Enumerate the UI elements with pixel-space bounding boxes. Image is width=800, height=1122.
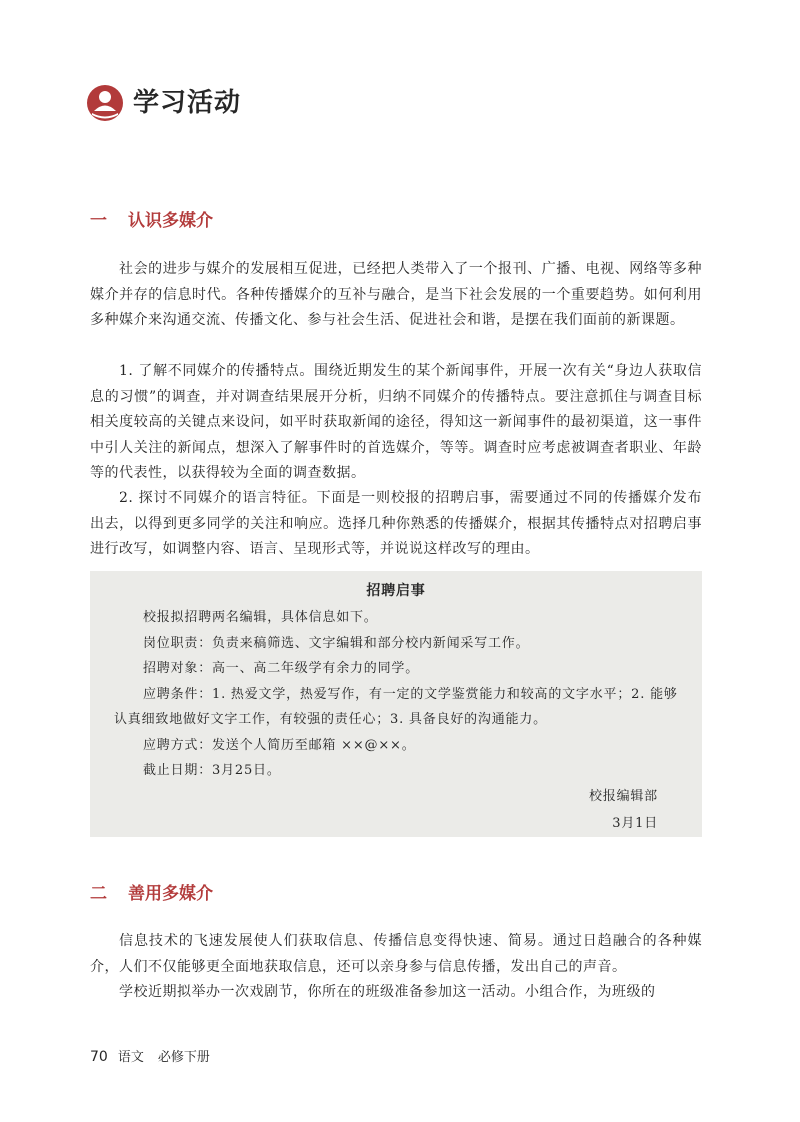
section-number: 一 [90,211,107,231]
notice-date: 3月1日 [612,816,658,831]
notice-line: 校报拟招聘两名编辑，具体信息如下。 [143,610,378,625]
section-heading-2 [90,879,213,904]
section2-paragraph: 学校近期拟举办一次戏剧节，你所在的班级准备参加这一活动。小组合作，为班级的 [119,984,656,1000]
recruitment-notice-box [90,571,702,837]
section-heading-1 [90,206,213,231]
notice-title: 招聘启事 [366,583,426,599]
task-2-paragraph: 2. 探讨不同媒介的语言特征。下面是一则校报的招聘启事，需要通过不同的传播媒介发布出去，以得到更多同学的关注和响应。选择几种你熟悉的传播媒介，根据其传播特点对招聘启事进行改写，如调整内容、语言、呈现形式等，并说说这样改写的理由。 [90,490,702,557]
section-number: 二 [90,884,107,904]
activity-person-icon [86,84,124,122]
notice-line: 招聘对象：高一、高二年级学有余力的同学。 [143,661,420,676]
notice-line: 应聘方式：发送个人简历至邮箱 ××@××。 [143,737,416,753]
footer-volume: 必修下册 [157,1050,210,1065]
footer-subject: 语文 [117,1050,144,1065]
page-number: 70 [90,1049,108,1065]
notice-line: 截止日期：3月25日。 [143,763,281,778]
notice-line: 岗位职责：负责来稿筛选、文字编辑和部分校内新闻采写工作。 [143,635,530,651]
section2-paragraph: 信息技术的飞速发展使人们获取信息、传播信息变得快速、简易。通过日趋融合的各种媒介，人们不仅能够更全面地获取信息，还可以亲身参与信息传播，发出自己的声音。 [90,933,702,975]
intro-paragraph: 社会的进步与媒介的发展相互促进，已经把人类带入了一个报刊、广播、电视、网络等多种媒介并存的信息时代。各种传播媒介的互补与融合，是当下社会发展的一个重要趋势。如何利用多种媒介来沟通交流、传播文化、参与社会生活、促进社会和谐，是摆在我们面前的新课题。 [90,261,702,328]
section-title: 善用多媒介 [128,884,213,904]
task-1-paragraph: 1. 了解不同媒介的传播特点。围绕近期发生的某个新闻事件，开展一次有关“身边人获取信息的习惯”的调查，并对调查结果展开分析，归纳不同媒介的传播特点。要注意抓住与调查目标相关度较高的关键点来设问，如平时获取新闻的途径，得知这一新闻事件的最初渠道，这一事件中引人关注的新闻点，想深入了解事件时的首选媒介，等等。调查时应考虑被调查者职业、年龄等的代表性，以获得较为全面的调查数据。 [90,363,702,481]
page-title: 学习活动 [133,88,242,118]
notice-line: 应聘条件：1. 热爱文学，热爱写作，有一定的文学鉴赏能力和较高的文字水平；2. 能够认真细致地做好文字工作，有较强的责任心；3. 具备良好的沟通能力。 [114,686,678,727]
notice-signature: 校报编辑部 [588,788,658,804]
section-title: 认识多媒介 [128,211,213,231]
page-footer [90,1046,210,1065]
